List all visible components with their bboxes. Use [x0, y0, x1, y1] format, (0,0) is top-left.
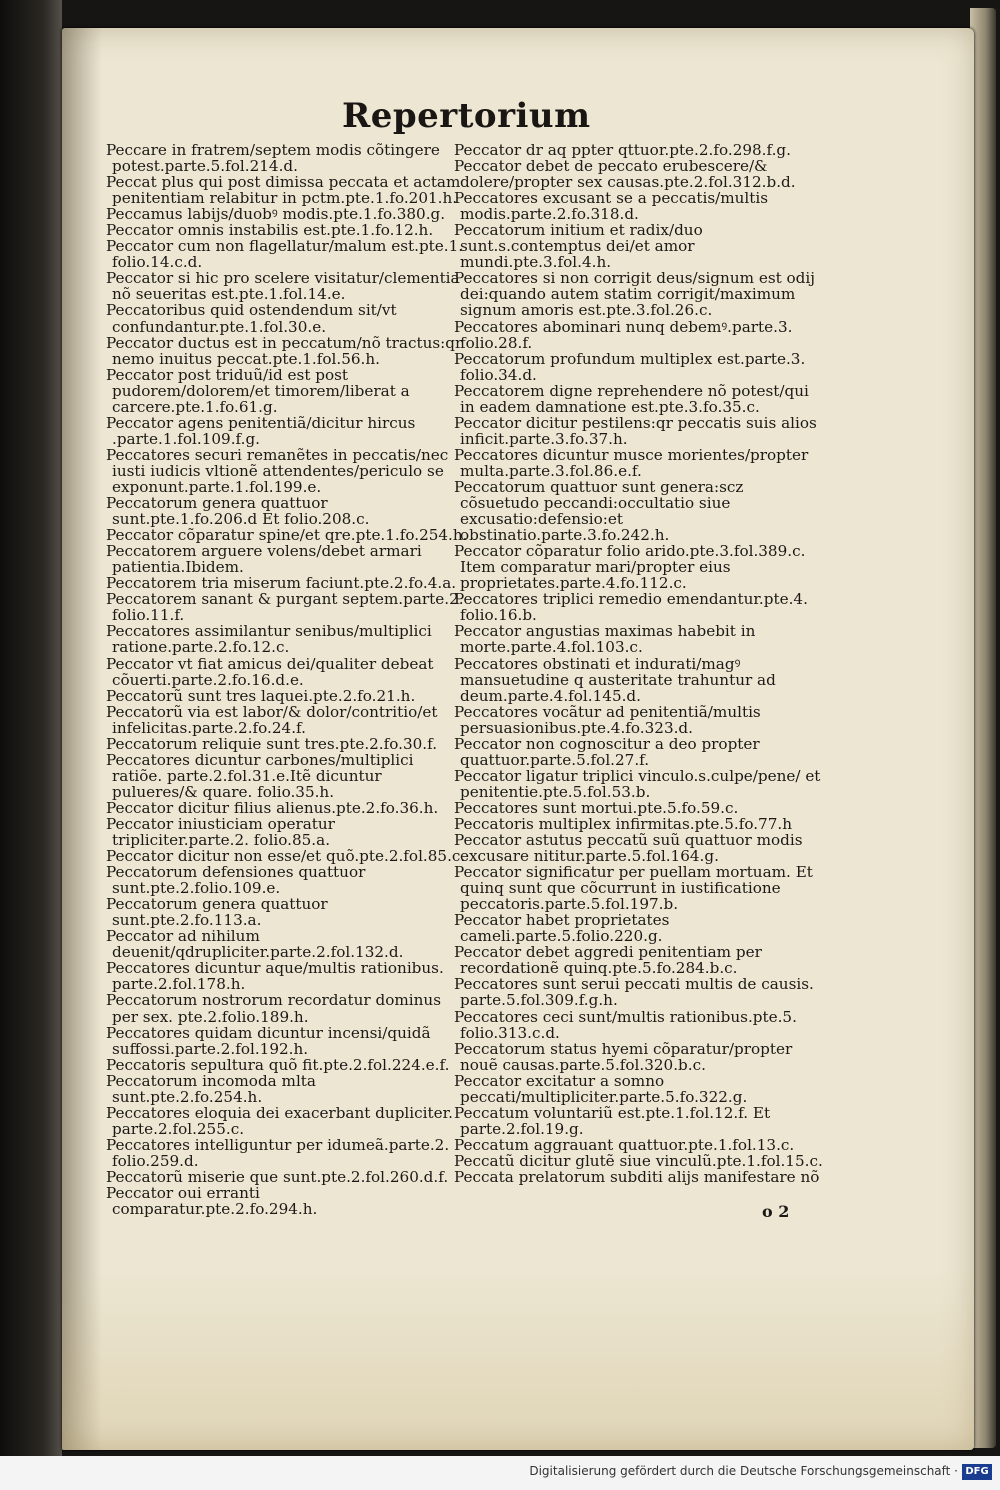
- index-entry: Peccator omnis instabilis est.pte.1.fo.12.h.: [106, 221, 434, 240]
- gutter-shadow: [62, 28, 102, 1450]
- index-entry: Peccator cõparatur folio arido.pte.3.fol.389.c. Item comparatur mari/propter eius proprietates.parte.4.fo.112.c.: [454, 542, 806, 593]
- index-entry: Peccamus labijs/duobꝰ modis.pte.1.fo.380.g.: [106, 205, 446, 224]
- index-entry: Peccator ductus est in peccatum/nõ tractus:qr nemo inuitus peccat.pte.1.fol.56.h.: [106, 333, 463, 368]
- index-entry: Peccator cõparatur spine/et qre.pte.1.fo.254.h.: [106, 526, 468, 545]
- index-entry: Peccatorũ miserie que sunt.pte.2.fol.260.d.f.: [106, 1168, 449, 1186]
- index-entry: Peccatores dicuntur aque/multis rationibus. parte.2.fol.178.h.: [106, 959, 444, 994]
- index-entry: Peccator post triduũ/id est post pudorem/dolorem/et timorem/liberat a carcere.pte.1.fo.61.g.: [106, 365, 410, 416]
- index-entry: Peccatores abominari nunq debemꝰ.parte.3. folio.28.f.: [454, 317, 793, 352]
- index-entry: Peccatores eloquia dei exacerbant dupliciter. parte.2.fol.255.c.: [106, 1103, 453, 1138]
- index-entry: Peccator iniusticiam operatur tripliciter.parte.2. folio.85.a.: [106, 814, 335, 850]
- index-entry: Peccator ad nihilum deuenit/qdrupliciter.parte.2.fol.132.d.: [106, 927, 404, 962]
- index-entry: Peccatorum defensiones quattuor sunt.pte.2.folio.109.e.: [106, 863, 366, 898]
- book-page: [62, 28, 974, 1450]
- index-entry: Peccatores intelliguntur per idumeã.parte.2. folio.259.d.: [106, 1135, 450, 1170]
- index-entry: Peccator dicitur non esse/et quõ.pte.2.fol.85.c.: [106, 847, 466, 866]
- index-entry: Peccatores obstinati et indurati/magꝰ mansuetudine q austeritate trahuntur ad deum.parte.4.fol.145.d.: [454, 654, 776, 705]
- index-entry: Peccatoris sepultura quõ fit.pte.2.fol.224.e.f.: [106, 1055, 450, 1074]
- index-entry: Peccatoris multiplex infirmitas.pte.5.fo.77.h: [454, 814, 792, 833]
- footer-credit: Digitalisierung gefördert durch die Deutsche Forschungsgemeinschaft ·: [529, 1464, 958, 1478]
- index-entry: Peccatores dicuntur carbones/multiplici ratiõe. parte.2.fol.31.e.Itẽ dicuntur pulueres/& quare. folio.35.h.: [106, 750, 414, 801]
- index-entry: Peccator debet aggredi penitentiam per recordationẽ quinq.pte.5.fo.284.b.c.: [454, 943, 762, 978]
- index-entry: Peccatores quidam dicuntur incensi/quidã suffossi.parte.2.fol.192.h.: [106, 1023, 431, 1058]
- index-entry: Peccator habet proprietates cameli.parte.5.folio.220.g.: [454, 911, 670, 946]
- dfg-logo: DFG: [962, 1464, 992, 1480]
- index-entry: Peccatorem digne reprehendere nõ potest/qui in eadem damnatione est.pte.3.fo.35.c.: [454, 381, 809, 416]
- index-entry: Peccator excitatur a somno peccati/multipliciter.parte.5.fo.322.g.: [454, 1071, 748, 1106]
- page-header: Repertorium: [342, 96, 591, 136]
- index-entry: Peccatores excusant se a peccatis/multis modis.parte.2.fo.318.d.: [454, 189, 769, 224]
- paper-stain: [62, 1270, 974, 1450]
- index-column-right: [454, 142, 824, 1185]
- index-entry: Peccat plus qui post dimissa peccata et actam penitentiam relabitur in pctm.pte.1.fo.201.h.: [106, 173, 461, 208]
- index-entry: Peccatores si non corrigit deus/signum est odij dei:quando autem statim corrigit/maximum signum amoris est.pte.3.fol.26.c.: [454, 269, 815, 320]
- index-entry: Peccator astutus peccatũ suũ quattuor modis excusare nititur.parte.5.fol.164.g.: [454, 831, 803, 866]
- index-column-left: [106, 142, 468, 1217]
- footer-bar: [0, 1456, 1000, 1490]
- index-entry: Peccator dr aq ppter qttuor.pte.2.fo.298.f.g.: [454, 141, 791, 159]
- index-entry: Peccatorum genera quattuor sunt.pte.1.fo.206.d Et folio.208.c.: [106, 494, 370, 529]
- book-spine: [0, 0, 62, 1456]
- index-entry: Peccatorum profundum multiplex est.parte.3. folio.34.d.: [454, 349, 806, 384]
- index-entry: Peccatorem tria miserum faciunt.pte.2.fo.4.a.: [106, 574, 457, 593]
- index-entry: Peccatores sunt serui peccati multis de causis. parte.5.fol.309.f.g.h.: [454, 975, 814, 1010]
- index-entry: Peccatũ dicitur glutẽ siue vinculũ.pte.1.fol.15.c.: [454, 1151, 823, 1170]
- index-entry: Peccator oui erranti comparatur.pte.2.fo.294.h.: [106, 1184, 318, 1219]
- index-entry: Peccatorũ via est labor/& dolor/contritio/et infelicitas.parte.2.fo.24.f.: [106, 702, 438, 737]
- index-entry: Peccatorum status hyemi cõparatur/propter nouẽ causas.parte.5.fol.320.b.c.: [454, 1039, 793, 1074]
- index-entry: Peccatores assimilantur senibus/multiplici ratione.parte.2.fo.12.c.: [106, 622, 432, 657]
- index-entry: Peccatores triplici remedio emendantur.pte.4. folio.16.b.: [454, 590, 808, 625]
- index-entry: Peccatorum genera quattuor sunt.pte.2.fo.113.a.: [106, 895, 328, 930]
- index-entry: Peccatorem sanant & purgant septem.parte.2. folio.11.f.: [106, 590, 464, 625]
- index-entry: Peccatorũ sunt tres laquei.pte.2.fo.21.h.: [106, 686, 416, 705]
- index-entry: Peccatores sunt mortui.pte.5.fo.59.c.: [454, 798, 739, 817]
- index-entry: Peccator ligatur triplici vinculo.s.culpe/pene/ et penitentie.pte.5.fol.53.b.: [454, 766, 821, 801]
- index-entry: Peccator significatur per puellam mortuam. Et quinq sunt que cõcurrunt in iustificatione peccatoris.parte.5.fol.197.b.: [454, 863, 813, 914]
- index-entry: Peccator debet de peccato erubescere/& dolere/propter sex causas.pte.2.fol.312.b.d.: [454, 157, 796, 192]
- index-entry: Peccator agens penitentiã/dicitur hircus .parte.1.fol.109.f.g.: [106, 413, 416, 448]
- index-entry: Peccator si hic pro scelere visitatur/clementia nõ seueritas est.pte.1.fol.14.e.: [106, 269, 460, 304]
- index-entry: Peccatorum reliquie sunt tres.pte.2.fo.30.f.: [106, 734, 438, 753]
- index-entry: Peccare in fratrem/septem modis cõtingere potest.parte.5.fol.214.d.: [106, 141, 440, 176]
- index-entry: Peccator non cognoscitur a deo propter quattuor.parte.5.fol.27.f.: [454, 734, 760, 769]
- index-entry: Peccatorum incomoda mlta sunt.pte.2.fo.254.h.: [106, 1071, 316, 1106]
- index-entry: Peccator cum non flagellatur/malum est.pte.1. folio.14.c.d.: [106, 237, 464, 272]
- signature-mark: o 2: [762, 1202, 790, 1221]
- index-entry: Peccatorum nostrorum recordatur dominus per sex. pte.2.folio.189.h.: [106, 991, 441, 1026]
- index-entry: Peccatoribus quid ostendendum sit/vt confundantur.pte.1.fol.30.e.: [106, 301, 397, 336]
- index-entry: Peccatorem arguere volens/debet armari patientia.Ibidem.: [106, 542, 422, 577]
- index-entry: Peccatores dicuntur musce morientes/propter multa.parte.3.fol.86.e.f.: [454, 445, 809, 480]
- index-entry: Peccatorum quattuor sunt genera:scz cõsuetudo peccandi:occultatio siue excusatio:defensio:et obstinatio.parte.3.fo.242.h.: [454, 477, 744, 545]
- index-entry: Peccatores ceci sunt/multis rationibus.pte.5. folio.313.c.d.: [454, 1007, 797, 1042]
- index-entry: Peccator dicitur filius alienus.pte.2.fo.36.h.: [106, 798, 439, 817]
- index-entry: Peccator vt fiat amicus dei/qualiter debeat cõuerti.parte.2.fo.16.d.e.: [106, 654, 434, 689]
- index-entry: Peccator angustias maximas habebit in morte.parte.4.fol.103.c.: [454, 622, 756, 657]
- index-entry: Peccator dicitur pestilens:qr peccatis suis alios inficit.parte.3.fo.37.h.: [454, 413, 817, 448]
- index-entry: Peccatores securi remanẽtes in peccatis/nec iusti iudicis vltionẽ attendentes/periculo se exponunt.parte.1.fol.199.e.: [106, 445, 449, 496]
- index-entry: Peccata prelatorum subditi alijs manifestare nõ: [454, 1168, 820, 1186]
- index-entry: Peccatum aggrauant quattuor.pte.1.fol.13.c.: [454, 1135, 795, 1154]
- index-entry: Peccatorum initium et radix/duo sunt.s.contemptus dei/et amor mundi.pte.3.fol.4.h.: [454, 221, 703, 272]
- index-entry: Peccatores vocãtur ad penitentiã/multis persuasionibus.pte.4.fo.323.d.: [454, 702, 761, 737]
- index-entry: Peccatum voluntariũ est.pte.1.fol.12.f. Et parte.2.fol.19.g.: [454, 1103, 771, 1138]
